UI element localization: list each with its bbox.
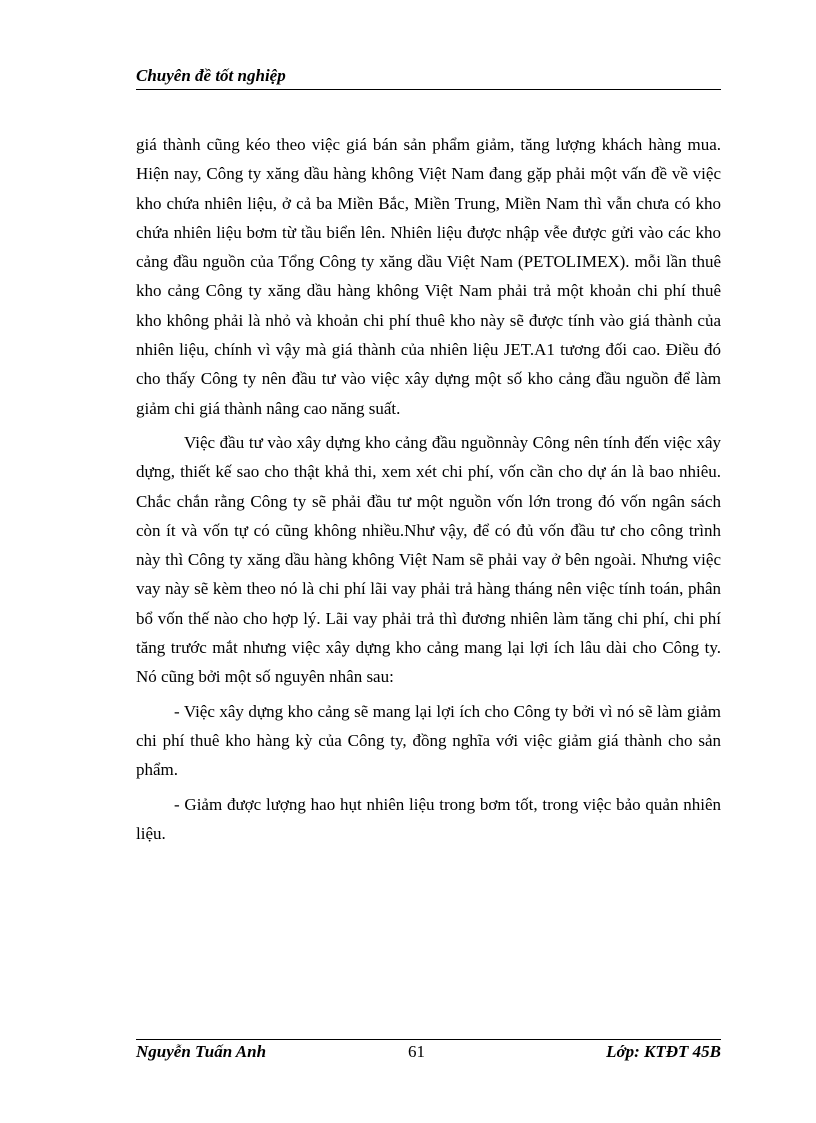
bullet-item-2: - Giảm được lượng hao hụt nhiên liệu trong bơm tốt, trong việc bảo quản nhiên liệu. (136, 794, 721, 843)
page-number: 61 (408, 1042, 425, 1061)
bullet-item-1: - Việc xây dựng kho cảng sẽ mang lại lợi ích cho Công ty bởi vì nó sẽ làm giảm chi phí thuê kho hàng kỳ của Công ty, đồng nghĩa với việc giảm giá thành cho sản phẩm. (136, 701, 721, 780)
paragraph-2: Việc đầu tư vào xây dựng kho cảng đầu nguồnnày Công nên tính đến việc xây dựng, thiết kế sao cho thật khả thi, xem xét chi phí, vốn cần cho dự án là bao nhiêu. Chắc chắn rằng Công ty sẽ phải đầu tư một nguồn vốn lớn trong đó vốn ngân sách còn ít và vốn tự có cũng không nhiều.Như vậy, để có đủ vốn đầu tư cho công trình này thì Công ty xăng dầu hàng không Việt Nam sẽ phải vay ở bên ngoài. Nhưng việc vay này sẽ kèm theo nó là chi phí lãi vay phải trả hàng tháng nên việc tính toán, phân bổ vốn thế nào cho hợp lý. Lãi vay phải trả thì đương nhiên làm tăng chi phí, chi phí tăng trước mắt nhưng việc xây dựng kho cảng mang lại lợi ích lâu dài cho Công ty. Nó cũng bởi một số nguyên nhân sau: (136, 432, 721, 687)
footer-divider (136, 1039, 721, 1040)
header-divider (136, 89, 721, 90)
paragraph-1: giá thành cũng kéo theo việc giá bán sản phẩm giảm, tăng lượng khách hàng mua. Hiện nay, Công ty xăng dầu hàng không Việt Nam đang gặp phải một vấn đề về việc kho chứa nhiên liệu, ở cả ba Miền Bắc, Miền Trung, Miền Nam thì vẫn chưa có kho chứa nhiên liệu bơm từ tầu biển lên. Nhiên liệu được nhập vễe được gửi vào các kho cảng đầu nguồn của Tổng Công ty xăng dầu Việt Nam (PETOLIMEX). mỗi lần thuê kho cảng Công ty xăng dầu hàng không Việt Nam phải trả một khoản chi phí thuê kho không phải là nhỏ và khoản chi phí thuê kho này sẽ được tính vào giá thành của nhiên liệu, chính vì vậy mà giá thành của nhiên liệu JET.A1 tương đối cao. Điều đó cho thấy Công ty nên đầu tư vào việc xây dựng một số kho cảng đầu nguồn để làm giảm chi giá thành nâng cao năng suất. (136, 135, 721, 418)
footer-author: Nguyễn Tuấn Anh (136, 1042, 267, 1061)
body-text (136, 130, 721, 853)
page-header-title: Chuyên đề tốt nghiệp (136, 66, 286, 85)
footer-class-label: Lớp: KTĐT 45B (606, 1042, 721, 1061)
page-footer (136, 1042, 721, 1066)
